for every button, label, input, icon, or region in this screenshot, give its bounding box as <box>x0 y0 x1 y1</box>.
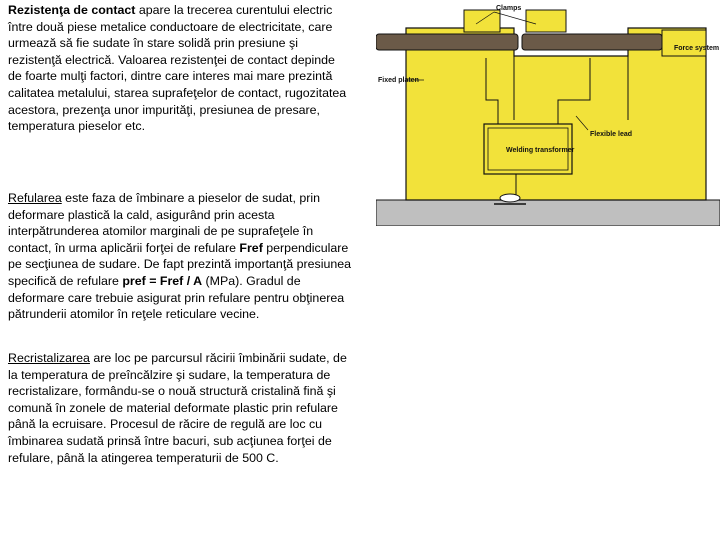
welding-machine-diagram <box>376 0 720 226</box>
workpiece-left <box>376 34 518 50</box>
label-force-system: Force system <box>674 45 720 52</box>
paragraph-contact-resistance <box>8 2 352 135</box>
term-upsetting: Refularea <box>8 191 62 205</box>
label-flexible-lead: Flexible lead <box>590 131 633 138</box>
clamp-right <box>526 10 566 32</box>
paragraph-text: este faza de îmbinare a pieselor de sudat, prin deformare plastică la cald, asigurând prin acesta interpătrunderea atomilor marginali de pe suprafeţele în contact, în urma aplicării forţei de refulare <box>8 191 321 255</box>
workpiece-right <box>522 34 662 50</box>
term-contact-resistance: Rezistenţa de contact <box>8 3 136 17</box>
label-fixed-platen: Fixed platen <box>378 77 419 84</box>
paragraph-text: apare la trecerea curentului electric între două piese metalice conductoare de electricitate, care urmează să fie sudate în stare solidă prin presiune şi rezistenţă electrică. Valoarea rezistenţei de contact depinde de foarte mulţi factori, dintre care interes mai mare prezintă calitatea metalului, starea suprafeţelor de contact, rugozitatea acestora, prezenţa unor impurităţi, presiunea de presare, temperatura pieselor etc. <box>8 3 347 134</box>
machine-base <box>376 200 720 226</box>
term-recrystallization: Recristalizarea <box>8 351 90 365</box>
foot-switch <box>500 194 520 202</box>
symbol-fref: Fref <box>239 240 263 255</box>
label-clamps: Clamps <box>496 5 522 12</box>
clamp-left <box>464 10 500 32</box>
formula-pressure: pref = Fref / A <box>122 273 203 288</box>
paragraph-text: perpendiculare pe secţiunea de sudare. De fapt prezintă importanţă presiunea specifică de refulare <box>8 240 352 288</box>
paragraph-upsetting <box>8 190 352 323</box>
paragraph-text: (MPa). Gradul de deformare care trebuie asigurat prin refulare pentru obţinerea pătrunderii atomilor în reţele reticulare vecine. <box>8 273 345 322</box>
label-welding-transformer: Welding transformer <box>506 147 575 154</box>
force-system-block <box>662 30 706 56</box>
paragraph-text: are loc pe parcursul răcirii îmbinării sudate, de la temperatura de preîncălzire şi sudare, la temperatura de recristalizare, formându-se o nouă structură cristalină fină şi comună în zonele de material deformate plastic prin refulare până la ecruisare. Procesul de răcire de regulă are loc cu îmbinarea sudată prinsă între bacuri, sub acţiunea forţei de refulare, până la atingerea temperaturii de 500 C. <box>8 351 347 465</box>
paragraph-recrystallization <box>8 350 352 466</box>
